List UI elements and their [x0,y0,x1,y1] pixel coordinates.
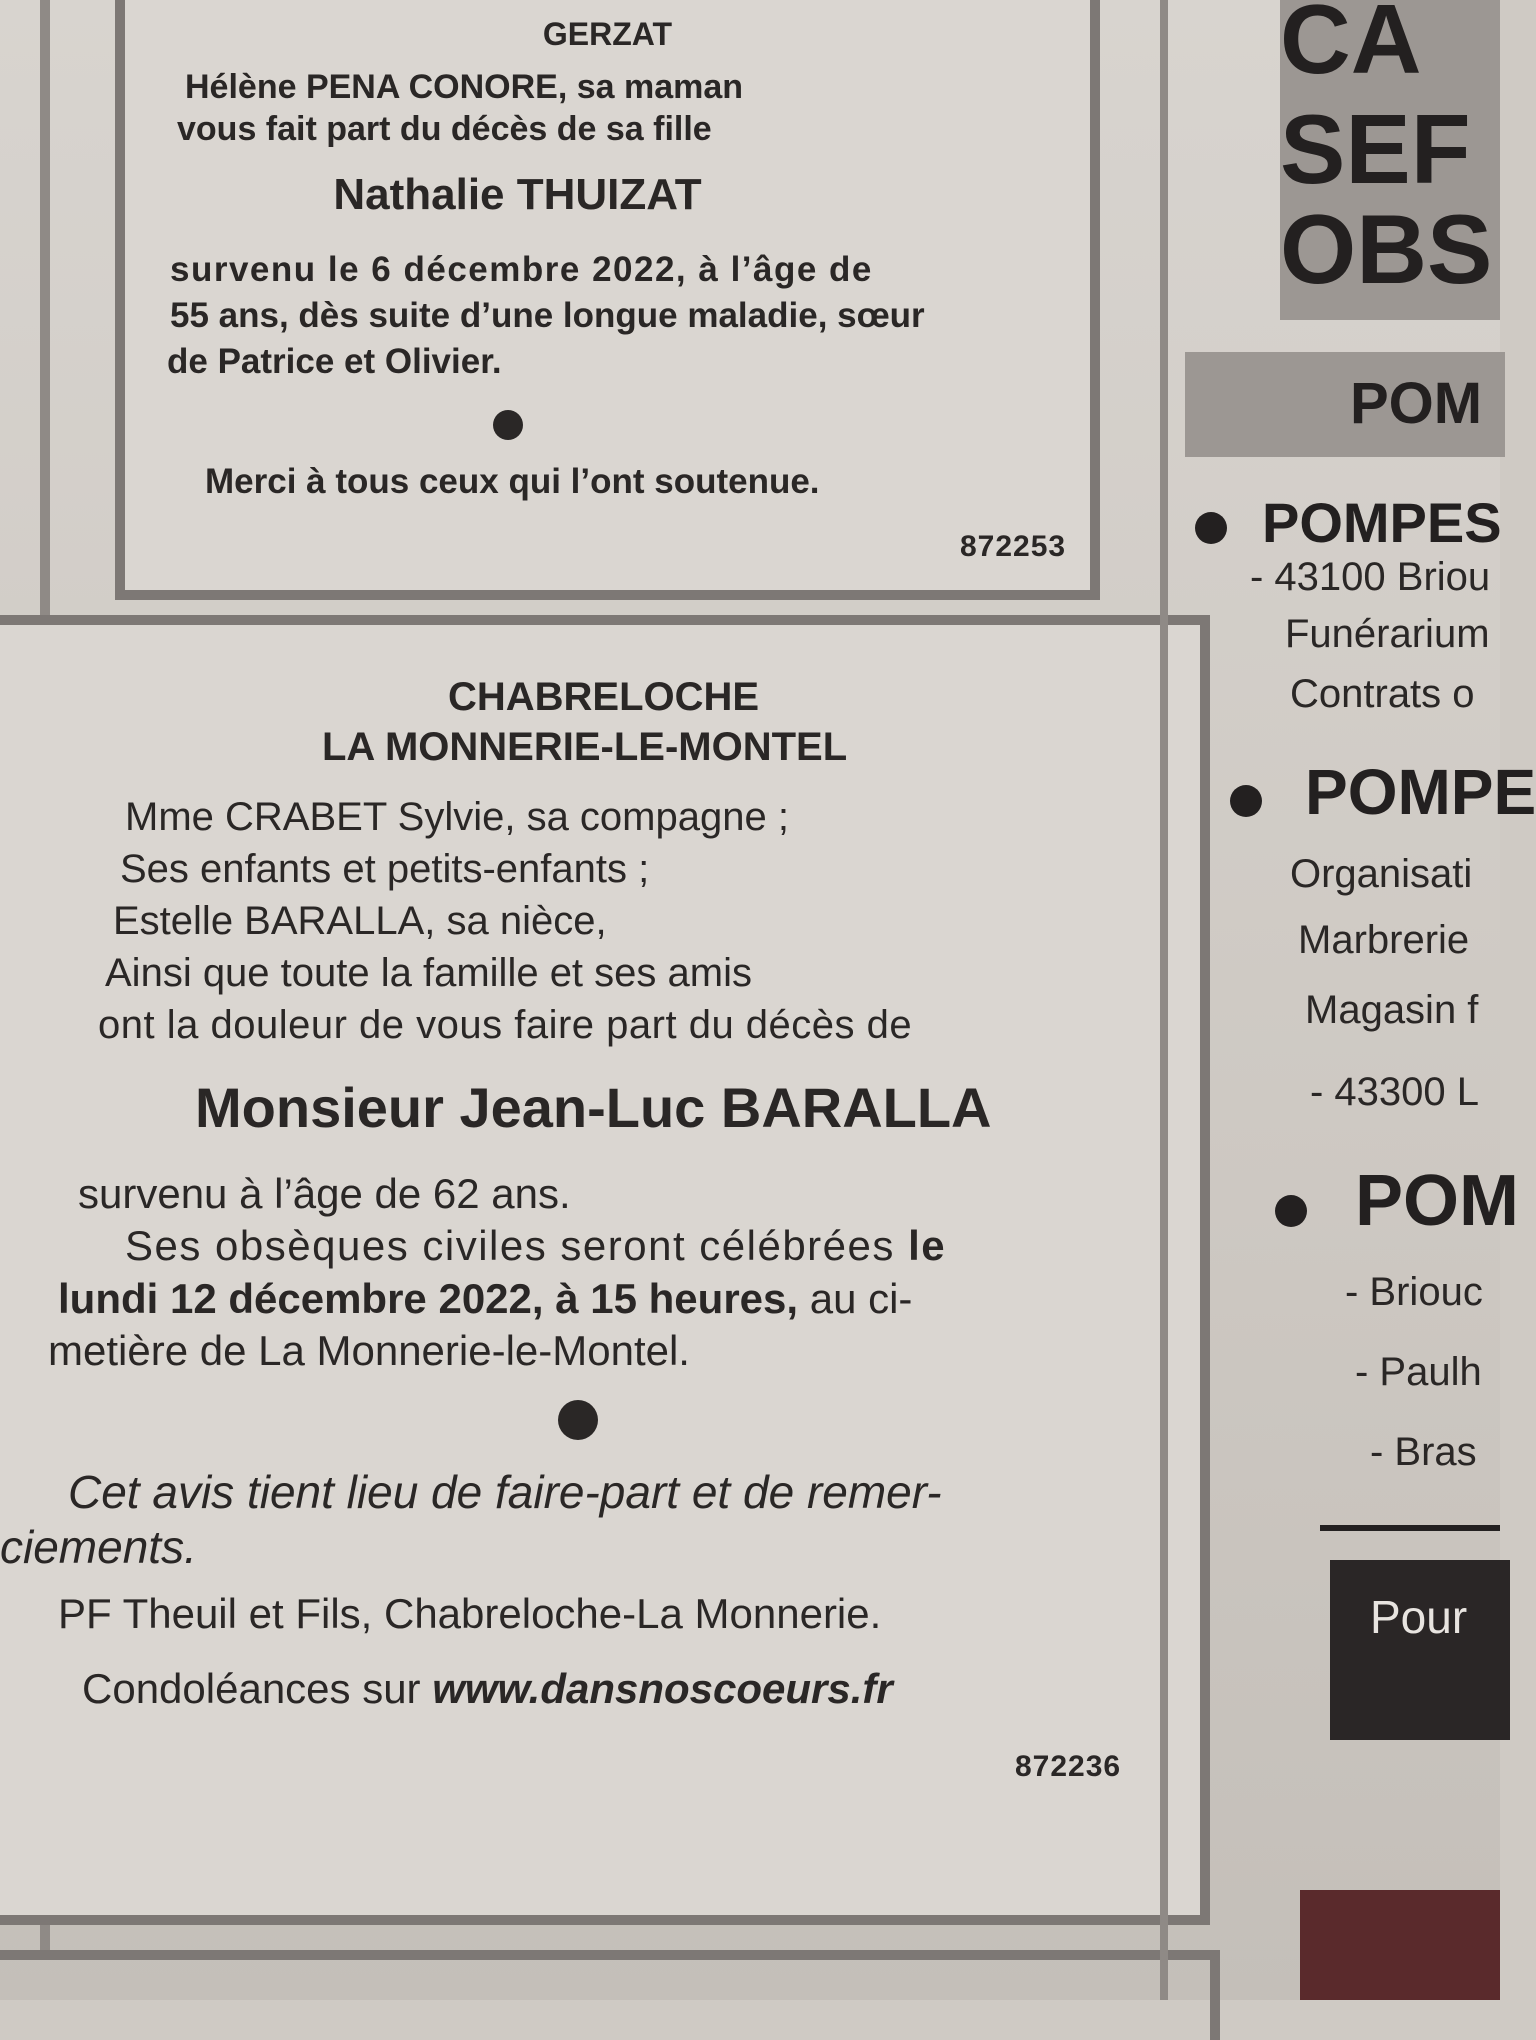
entry-name: POMPE [1305,756,1536,828]
entry-line: Magasin f [1305,988,1479,1032]
entry-line: - Paulh [1355,1350,1482,1394]
notice-intro-line: Hélène PENA CONORE, sa maman [185,68,744,106]
family-line: ont la douleur de vous faire part du décès de [98,1003,913,1047]
info-box-label: Pour [1370,1591,1468,1643]
funeral-line: metière de La Monnerie-le-Montel. [48,1327,690,1374]
age-line: survenu à l’âge de 62 ans. [78,1170,571,1217]
column-heading: SEF [1280,94,1471,204]
entry-name: POMPES [1262,491,1502,554]
entry-line: Contrats o [1290,672,1475,716]
notice-reference-number: 872236 [1015,1750,1122,1783]
entry-bullet [1230,785,1262,817]
family-line: Ses enfants et petits-enfants ; [120,847,650,891]
column-heading: CA [1280,0,1422,94]
notice-statement: Cet avis tient lieu de faire-part et de remer- [68,1466,942,1518]
notice-reference-number: 872253 [960,530,1067,563]
entry-bullet [1275,1195,1307,1227]
entry-line: - 43300 L [1310,1070,1480,1114]
notice-body-line: 55 ans, dès suite d’une longue maladie, sœur [170,296,925,335]
notice-body-line: de Patrice et Olivier. [167,342,502,381]
family-line: Mme CRABET Sylvie, sa compagne ; [125,795,789,839]
notice-body-line: survenu le 6 décembre 2022, à l’âge de [170,250,873,289]
notice-statement: ciements. [0,1521,197,1573]
separator-bullet [558,1400,598,1440]
condolences-url: www.dansnoscoeurs.fr [432,1665,893,1712]
condolences-line: Condoléances sur www.dansnoscoeurs.fr [82,1665,893,1712]
obituary-notice-chabreloche [0,615,1210,1925]
info-box [1330,1560,1510,1740]
obituary-notice-gerzat [115,0,1100,600]
entry-line: - 43100 Briou [1250,555,1491,599]
notice-intro-line: vous fait part du décès de sa fille [177,110,712,148]
family-line: Ainsi que toute la famille et ses amis [105,951,752,995]
entry-line: Funérarium [1285,612,1490,656]
column-divider [1320,1525,1500,1531]
deceased-name: Monsieur Jean-Luc BARALLA [195,1076,992,1139]
notice-town: GERZAT [542,16,673,52]
family-line: Estelle BARALLA, sa nièce, [113,899,607,943]
entry-bullet [1195,512,1227,544]
funeral-line: Ses obsèques civiles seront célébrées le [125,1222,947,1269]
entry-line: Organisati [1290,852,1473,896]
column-heading: OBS [1280,194,1493,304]
entry-line: Marbrerie [1298,918,1470,962]
advert-block [1300,1890,1500,2000]
notice-town: CHABRELOCHE [448,675,760,719]
next-notice-border [0,1950,1220,2040]
notice-town: LA MONNERIE-LE-MONTEL [322,725,848,769]
entry-line: - Briouc [1345,1270,1483,1314]
section-band-title: POM [1350,371,1483,436]
funeral-home: PF Theuil et Fils, Chabreloche-La Monnerie. [58,1590,882,1637]
deceased-name: Nathalie THUIZAT [333,170,702,219]
entry-name: POM [1355,1161,1520,1241]
funeral-line: lundi 12 décembre 2022, à 15 heures, au ci- [58,1275,913,1322]
notice-thanks: Merci à tous ceux qui l’ont soutenue. [205,462,820,501]
entry-line: - Bras [1370,1430,1477,1474]
separator-bullet [493,410,523,440]
